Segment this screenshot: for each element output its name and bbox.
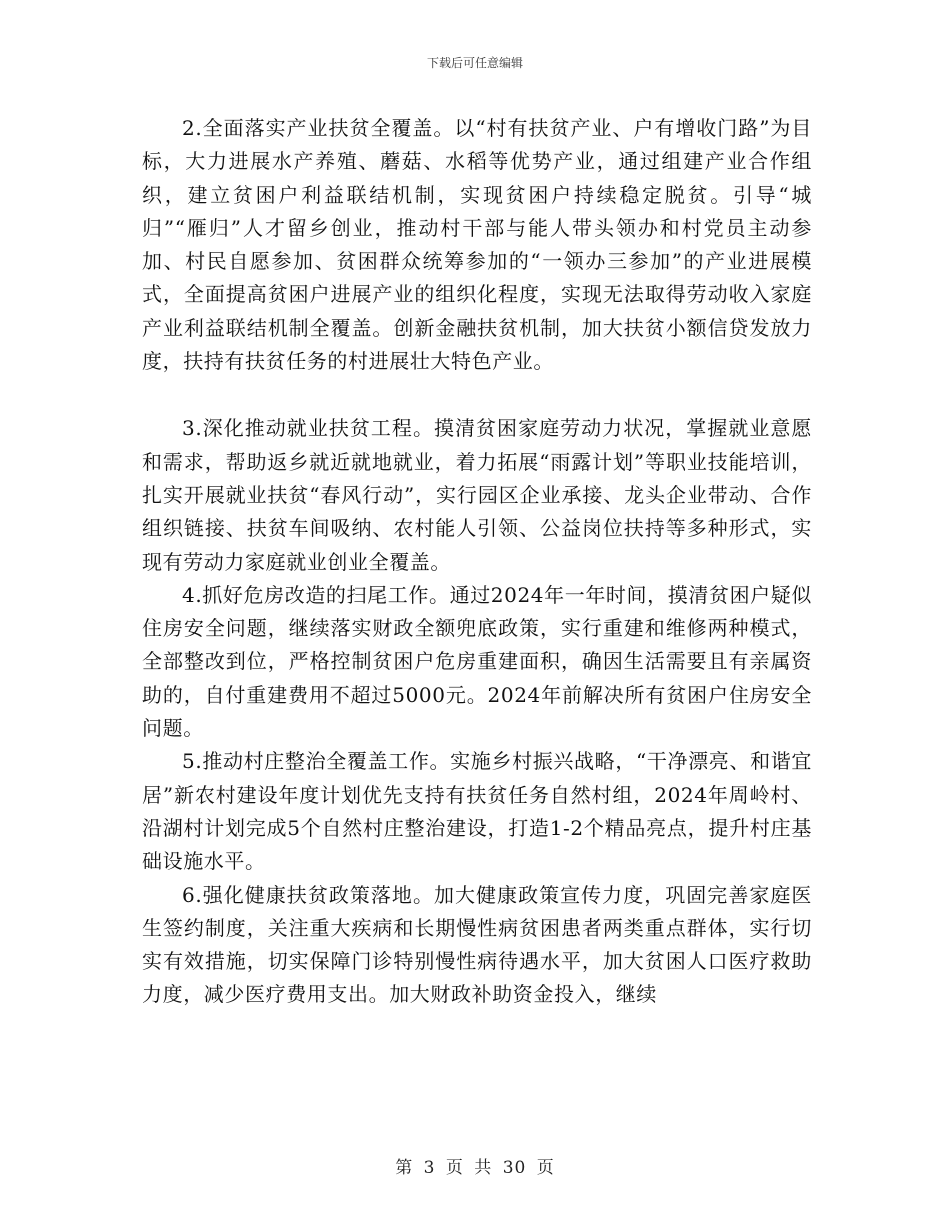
- header-note: 下载后可任意编辑: [426, 56, 523, 70]
- paragraph-industry-poverty-alleviation: 2.全面落实产业扶贫全覆盖。以“村有扶贫产业、户有增收门路”为目标，大力进展水产养殖、蘑菇、水稻等优势产业，通过组建产业合作组织，建立贫困户利益联结机制，实现贫困户持续稳定脱贫。引导“城归”“雁归”人才留乡创业，推动村干部与能人带头领办和村党员主动参加、村民自愿参加、贫困群众统筹参加的“一领办三参加”的产业进展模式，全面提高贫困户进展产业的组织化程度，实现无法取得劳动收入家庭产业利益联结机制全覆盖。创新金融扶贫机制，加大扶贫小额信贷发放力度，扶持有扶贫任务的村进展壮大特色产业。: [142, 116, 812, 374]
- paragraph-health-poverty-alleviation: 6.强化健康扶贫政策落地。加大健康政策宣传力度，巩固完善家庭医生签约制度，关注重大疾病和长期慢性病贫困患者两类重点群体，实行切实有效措施，切实保障门诊特别慢性病待遇水平，加大贫困人口医疗救助力度，减少医疗费用支出。加大财政补助资金投入，继续: [142, 882, 812, 1007]
- paragraph-dangerous-housing-renovation: 4.抓好危房改造的扫尾工作。通过2024年一年时间，摸清贫困户疑似住房安全问题，继续落实财政全额兜底政策，实行重建和维修两种模式，全部整改到位，严格控制贫困户危房重建面积，确因生活需要且有亲属资助的，自付重建费用不超过5000元。2024年前解决所有贫困户住房安全问题。: [142, 582, 812, 741]
- paragraph-employment-poverty-alleviation: 3.深化推动就业扶贫工程。摸清贫困家庭劳动力状况，掌握就业意愿和需求，帮助返乡就近就地就业，着力拓展“雨露计划”等职业技能培训，扎实开展就业扶贫“春风行动”，实行园区企业承接、龙头企业带动、合作组织链接、扶贫车间吸纳、农村能人引领、公益岗位扶持等多种形式，实现有劳动力家庭就业创业全覆盖。: [142, 416, 812, 574]
- page-number-footer: 第 3 页 共 30 页: [395, 1158, 555, 1178]
- document-body: [142, 112, 812, 1012]
- paragraph-village-renovation: 5.推动村庄整治全覆盖工作。实施乡村振兴战略，“干净漂亮、和谐宜居”新农村建设年度计划优先支持有扶贫任务自然村组，2024年周岭村、沿湖村计划完成5个自然村庄整治建设，打造1-2个精品亮点，提升村庄基础设施水平。: [142, 749, 812, 874]
